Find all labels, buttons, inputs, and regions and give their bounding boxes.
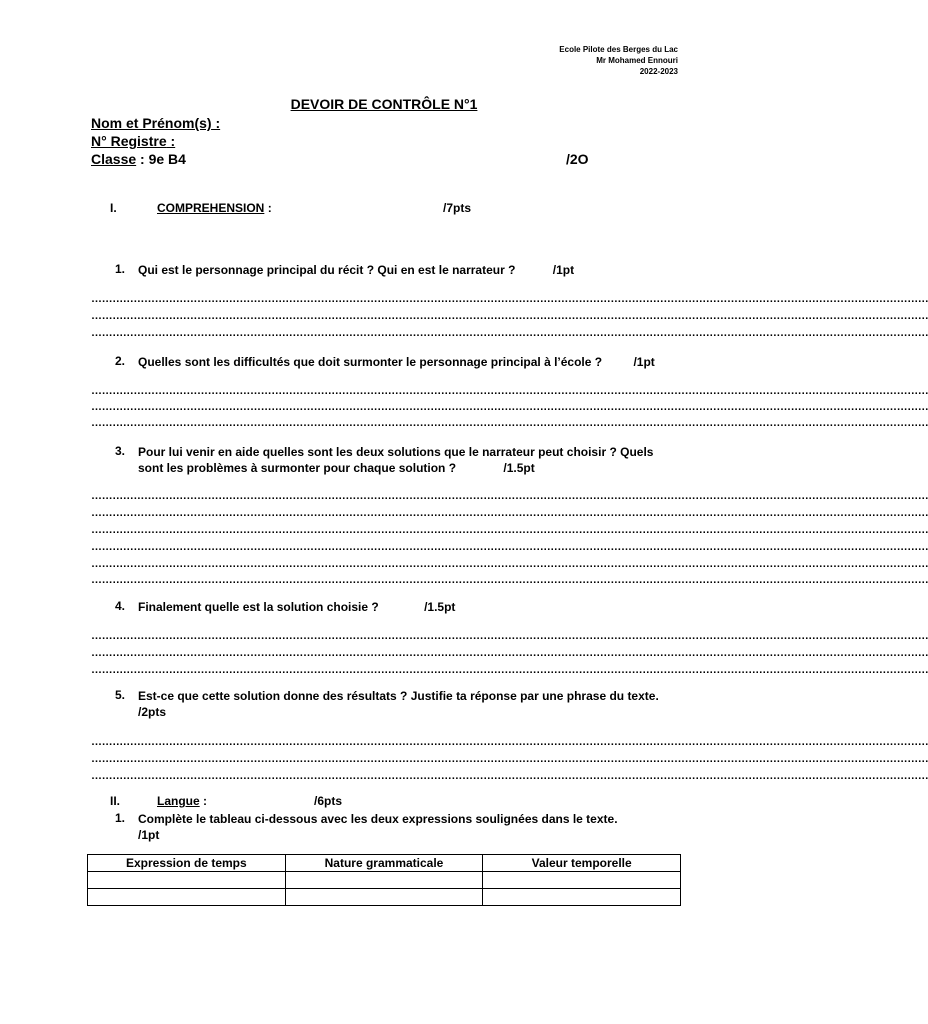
register-field: [91, 133, 175, 149]
question-number: 1.: [115, 262, 126, 276]
question-points: /1.5pt: [503, 461, 535, 475]
question-body: Finalement quelle est la solution choisie ?: [138, 600, 379, 614]
question-body: Est-ce que cette solution donne des résultats ? Justifie ta réponse par une phrase du texte.: [138, 689, 659, 703]
section1-colon: :: [267, 201, 272, 215]
answer-line[interactable]: …………………………………………………………………………………………………………………………………………………………………………………………………………………: [91, 327, 928, 339]
lang-question-points: /1pt: [138, 828, 160, 842]
name-colon: :: [211, 115, 221, 131]
section1-number: I.: [110, 201, 117, 215]
name-label: Nom et Prénom(s): [91, 115, 212, 131]
page-title: DEVOIR DE CONTRÔLE N°1: [290, 96, 478, 112]
answer-line[interactable]: …………………………………………………………………………………………………………………………………………………………………………………………………………………: [91, 524, 928, 536]
answer-line[interactable]: …………………………………………………………………………………………………………………………………………………………………………………………………………………: [91, 310, 928, 322]
answer-line[interactable]: …………………………………………………………………………………………………………………………………………………………………………………………………………………: [91, 647, 928, 659]
section2-points: /6pts: [314, 794, 343, 808]
table-cell[interactable]: [88, 889, 286, 906]
section2-number: II.: [110, 794, 121, 808]
lang-question-text: [138, 811, 678, 843]
section2-colon: :: [203, 794, 208, 808]
total-score: /2O: [566, 151, 589, 167]
question-text: [138, 599, 678, 615]
table-cell[interactable]: [483, 889, 681, 906]
answer-line[interactable]: …………………………………………………………………………………………………………………………………………………………………………………………………………………: [91, 401, 928, 413]
question-text: [138, 688, 678, 720]
teacher-name: Mr Mohamed Ennouri: [596, 56, 678, 65]
answer-line[interactable]: …………………………………………………………………………………………………………………………………………………………………………………………………………………: [91, 770, 928, 782]
question-points: /1pt: [633, 355, 655, 369]
answer-line[interactable]: …………………………………………………………………………………………………………………………………………………………………………………………………………………: [91, 507, 928, 519]
answer-line[interactable]: …………………………………………………………………………………………………………………………………………………………………………………………………………………: [91, 630, 928, 642]
answer-line[interactable]: …………………………………………………………………………………………………………………………………………………………………………………………………………………: [91, 293, 928, 305]
question-number: 4.: [115, 599, 126, 613]
answer-line[interactable]: …………………………………………………………………………………………………………………………………………………………………………………………………………………: [91, 664, 928, 676]
answer-line[interactable]: …………………………………………………………………………………………………………………………………………………………………………………………………………………: [91, 574, 928, 586]
question-points: /1.5pt: [424, 600, 456, 614]
answer-line[interactable]: …………………………………………………………………………………………………………………………………………………………………………………………………………………: [91, 417, 928, 429]
question-body: Qui est le personnage principal du récit ? Qui en est le narrateur ?: [138, 263, 516, 277]
section1-heading: [157, 201, 272, 215]
answer-line[interactable]: …………………………………………………………………………………………………………………………………………………………………………………………………………………: [91, 385, 928, 397]
table-cell[interactable]: [285, 889, 483, 906]
question-number: 5.: [115, 688, 126, 702]
table-header-expression: Expression de temps: [88, 855, 286, 872]
table-header-nature: Nature grammaticale: [285, 855, 483, 872]
section1-points: /7pts: [443, 201, 472, 215]
question-text: [138, 262, 678, 278]
question-points: /1pt: [552, 263, 575, 277]
grammar-table: [87, 854, 681, 906]
section2-title: Langue: [157, 794, 200, 808]
question-number: 3.: [115, 444, 126, 458]
answer-line[interactable]: …………………………………………………………………………………………………………………………………………………………………………………………………………………: [91, 490, 928, 502]
answer-line[interactable]: …………………………………………………………………………………………………………………………………………………………………………………………………………………: [91, 753, 928, 765]
answer-line[interactable]: …………………………………………………………………………………………………………………………………………………………………………………………………………………: [91, 736, 928, 748]
class-field: [91, 151, 186, 167]
table-row: [88, 889, 681, 906]
answer-line[interactable]: …………………………………………………………………………………………………………………………………………………………………………………………………………………: [91, 558, 928, 570]
school-year: 2022-2023: [639, 67, 678, 76]
question-number: 2.: [115, 354, 126, 368]
table-cell[interactable]: [483, 872, 681, 889]
question-text: [138, 444, 673, 476]
answer-line[interactable]: …………………………………………………………………………………………………………………………………………………………………………………………………………………: [91, 541, 928, 553]
question-text: [138, 354, 678, 370]
register-colon: :: [166, 133, 176, 149]
table-header-row: [88, 855, 681, 872]
table-header-valeur: Valeur temporelle: [483, 855, 681, 872]
register-label: N° Registre: [91, 133, 167, 149]
lang-question-number: 1.: [115, 811, 126, 825]
school-name: Ecole Pilote des Berges du Lac: [559, 45, 678, 54]
section1-title: COMPREHENSION: [157, 201, 265, 215]
name-field: [91, 115, 220, 131]
table-cell[interactable]: [285, 872, 483, 889]
section2-heading: [157, 794, 207, 808]
table-row: [88, 872, 681, 889]
table-cell[interactable]: [88, 872, 286, 889]
lang-question-body: Complète le tableau ci-dessous avec les deux expressions soulignées dans le texte.: [138, 812, 618, 826]
class-value: : 9e B4: [136, 151, 186, 167]
question-points: /2pts: [138, 705, 167, 719]
question-body: Quelles sont les difficultés que doit surmonter le personnage principal à l’école ?: [138, 355, 603, 369]
class-label: Classe: [91, 151, 137, 167]
question-body: Pour lui venir en aide quelles sont les deux solutions que le narrateur peut choisir ? Quels sont les problèmes à surmonter pour chaque solution ?: [138, 445, 654, 475]
